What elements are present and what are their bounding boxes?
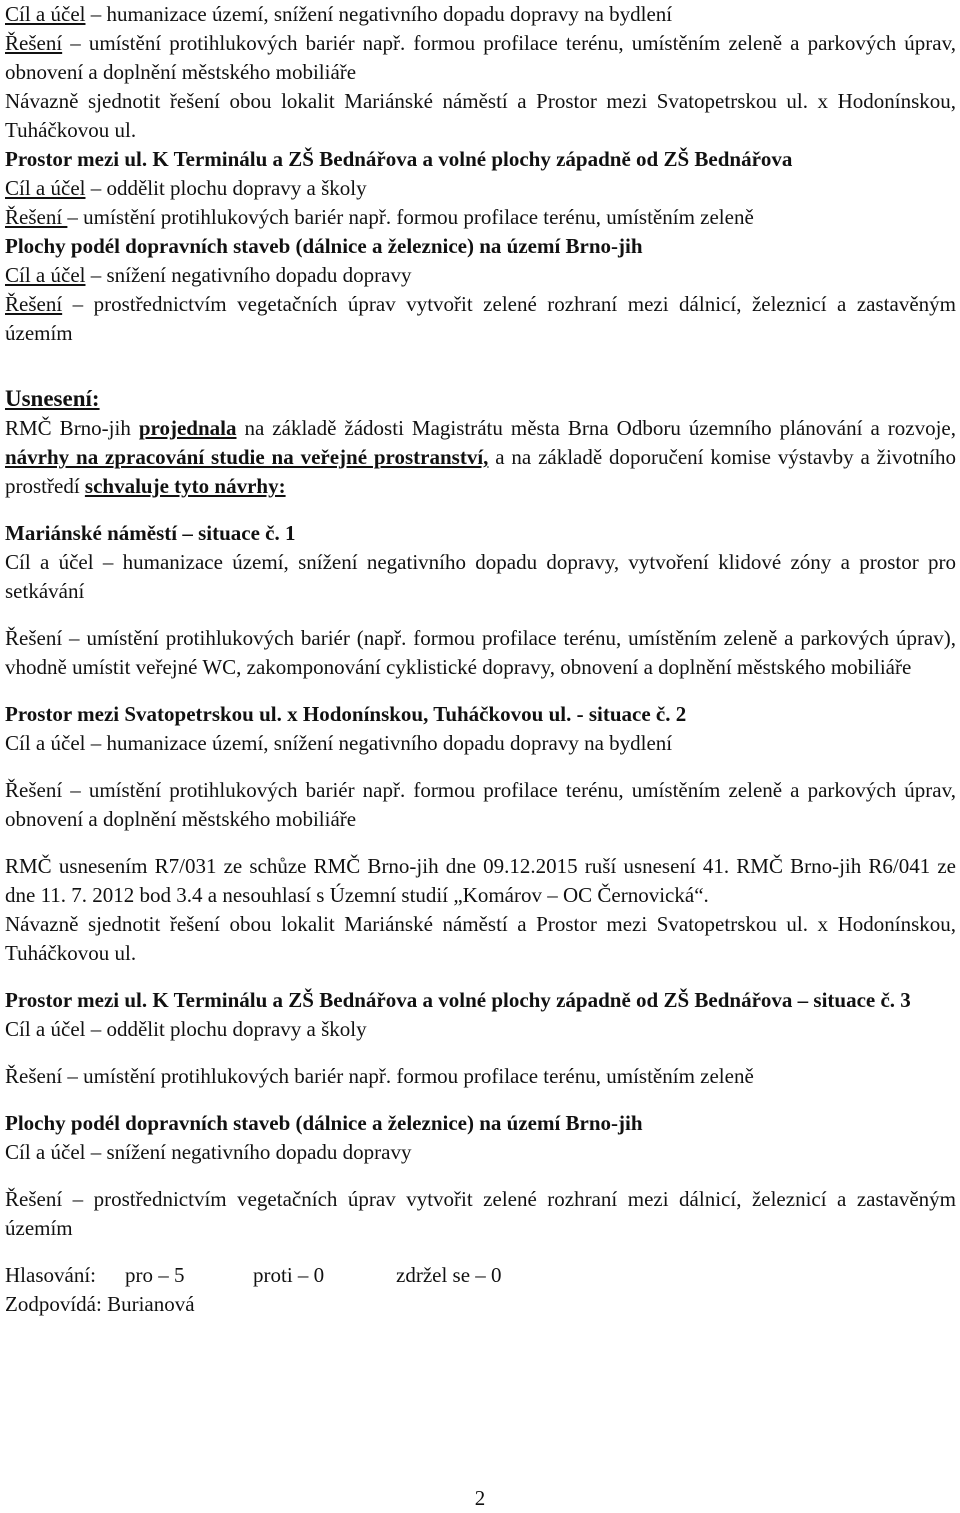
situation-2-solution: Řešení – umístění protihlukových bariér např. formou profilace terénu, umístěním zeleně a parkových úprav, obnovení a doplnění městského mobiliáře bbox=[5, 778, 956, 831]
cancellation-text: RMČ usnesením R7/031 ze schůze RMČ Brno-jih dne 09.12.2015 ruší usnesení 41. RMČ Brno-jih R6/041 ze dne 11. 7. 2012 bod 3.4 a nesouhlasí s Územní studií „Komárov – OC Černovická“. bbox=[5, 854, 956, 907]
top-goal-2 bbox=[5, 174, 956, 203]
vote-line bbox=[5, 1261, 956, 1290]
situation-3-heading: Prostor mezi ul. K Terminálu a ZŠ Bednářova a volné plochy západně od ZŠ Bednářova – situace č. 3 bbox=[5, 988, 911, 1012]
situation-2-heading: Prostor mezi Svatopetrskou ul. x Hodonínskou, Tuháčkovou ul. - situace č. 2 bbox=[5, 702, 687, 726]
top-heading-transport: Plochy podél dopravních staveb (dálnice a železnice) na území Brno-jih bbox=[5, 234, 643, 258]
goal-label: Cíl a účel bbox=[5, 176, 86, 200]
situation-3-solution: Řešení – umístění protihlukových bariér např. formou profilace terénu, umístěním zeleně bbox=[5, 1064, 754, 1088]
intro-projednala: projednala bbox=[138, 416, 237, 440]
top-heading-terminal: Prostor mezi ul. K Terminálu a ZŠ Bednářova a volné plochy západně od ZŠ Bednářova bbox=[5, 147, 793, 171]
vote-abstain: zdržel se – 0 bbox=[396, 1263, 502, 1287]
page-number: 2 bbox=[474, 1486, 486, 1510]
goal-text: – oddělit plochu dopravy a školy bbox=[85, 176, 367, 200]
situation-1-heading: Mariánské náměstí – situace č. 1 bbox=[5, 521, 296, 545]
solution-text: – prostřednictvím vegetačních úprav vytvořit zelené rozhraní mezi dálnicí, železnicí a zastavěným územím bbox=[5, 292, 956, 345]
solution-label: Řešení bbox=[5, 292, 63, 316]
situation-1-solution: Řešení – umístění protihlukových bariér (např. formou profilace terénu, umístěním zeleně a parkových úprav), vhodně umístit veřejné WC, zakomponování cyklistické dopravy, obnovení a doplnění městského mobiliáře bbox=[5, 626, 956, 679]
vote-proti: proti – 0 bbox=[253, 1263, 325, 1287]
intro-part: RMČ Brno-jih bbox=[5, 416, 139, 440]
resolution-heading: Usnesení: bbox=[5, 386, 100, 411]
solution-label: Řešení bbox=[5, 205, 68, 229]
goal-text: – snížení negativního dopadu dopravy bbox=[85, 263, 412, 287]
intro-proposals: návrhy na zpracování studie na veřejné prostranství, bbox=[5, 445, 489, 469]
situation-4-goal: Cíl a účel – snížení negativního dopadu dopravy bbox=[5, 1140, 412, 1164]
situation-4-solution: Řešení – prostřednictvím vegetačních úprav vytvořit zelené rozhraní mezi dálnicí, železnicí a zastavěným územím bbox=[5, 1187, 956, 1240]
top-solution-2 bbox=[5, 203, 956, 232]
top-goal-3 bbox=[5, 261, 956, 290]
situation-3-goal: Cíl a účel – oddělit plochu dopravy a školy bbox=[5, 1017, 367, 1041]
solution-text: – umístění protihlukových bariér např. formou profilace terénu, umístěním zeleně a parkových úprav, obnovení a doplnění městského mobiliáře bbox=[5, 31, 956, 84]
top-goal-1 bbox=[5, 0, 956, 29]
goal-label: Cíl a účel bbox=[5, 263, 86, 287]
document-page bbox=[5, 0, 956, 1319]
vote-pro: pro – 5 bbox=[125, 1263, 185, 1287]
responsible-person: Zodpovídá: Burianová bbox=[5, 1292, 195, 1316]
vote-label: Hlasování: bbox=[5, 1263, 96, 1287]
resolution-intro bbox=[5, 414, 956, 501]
intro-part: a na základě doporučení komise výstavby a životního prostředí bbox=[5, 445, 956, 498]
situation-4-heading: Plochy podél dopravních staveb (dálnice a železnice) na území Brno-jih bbox=[5, 1111, 643, 1135]
intro-approves: schvaluje tyto návrhy: bbox=[84, 474, 286, 498]
solution-text: – umístění protihlukových bariér např. formou profilace terénu, umístěním zeleně bbox=[67, 205, 754, 229]
top-solution-1 bbox=[5, 29, 956, 87]
top-link-text: Návazně sjednotit řešení obou lokalit Mariánské náměstí a Prostor mezi Svatopetrskou ul. x Hodonínskou, Tuháčkovou ul. bbox=[5, 89, 956, 142]
link-text: Návazně sjednotit řešení obou lokalit Mariánské náměstí a Prostor mezi Svatopetrskou ul. x Hodonínskou, Tuháčkovou ul. bbox=[5, 912, 956, 965]
goal-label: Cíl a účel bbox=[5, 2, 86, 26]
top-solution-3 bbox=[5, 290, 956, 348]
intro-part: na základě žádosti Magistrátu města Brna Odboru územního plánování a rozvoje, bbox=[236, 416, 956, 440]
situation-2-goal: Cíl a účel – humanizace území, snížení negativního dopadu dopravy na bydlení bbox=[5, 731, 673, 755]
goal-text: – humanizace území, snížení negativního dopadu dopravy na bydlení bbox=[85, 2, 673, 26]
solution-label: Řešení bbox=[5, 31, 63, 55]
situation-1-goal: Cíl a účel – humanizace území, snížení negativního dopadu dopravy, vytvoření klidové zóny a prostor pro setkávání bbox=[5, 550, 956, 603]
